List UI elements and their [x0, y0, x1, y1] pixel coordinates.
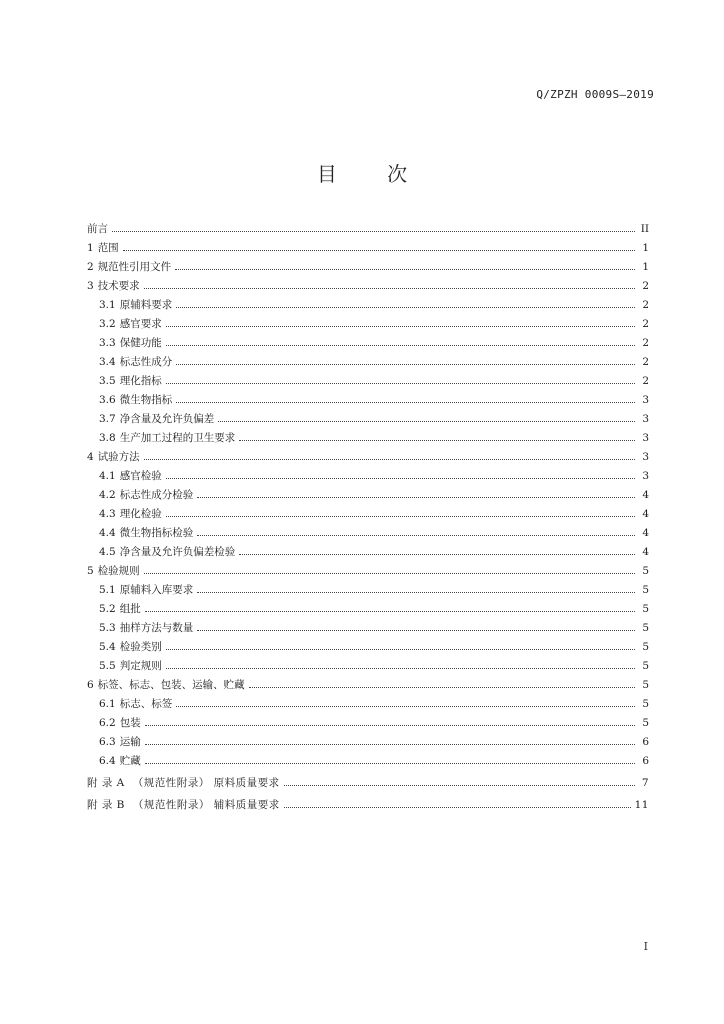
- standard-number: Q/ZPZH 0009S—2019: [536, 88, 654, 101]
- toc-title: 目 次: [316, 162, 430, 186]
- toc-entry-page: 6: [642, 755, 649, 767]
- toc-entry[interactable]: [87, 410, 649, 429]
- dot-leader: [218, 410, 635, 422]
- toc-entry-number: 6: [87, 679, 94, 691]
- toc-entry-label: 前言: [87, 223, 108, 235]
- toc-entry[interactable]: [87, 796, 649, 815]
- toc-entry[interactable]: [87, 562, 649, 581]
- dot-leader: [166, 334, 635, 346]
- dot-leader: [166, 505, 635, 517]
- toc-entry-page: 2: [642, 375, 649, 387]
- toc-entry-page: 5: [642, 660, 649, 672]
- toc-entry-page: 1: [642, 242, 649, 254]
- dot-leader: [112, 220, 635, 232]
- toc-entry-page: 5: [642, 698, 649, 710]
- toc-entry-page: 7: [641, 777, 649, 789]
- toc-entry-page: 1: [642, 261, 649, 273]
- toc-entry-number: 2: [87, 261, 94, 273]
- toc-entry[interactable]: [87, 676, 649, 695]
- toc-entry-number: 4: [87, 451, 94, 463]
- toc-entry-label: 包装: [119, 717, 141, 729]
- toc-entry-page: 2: [642, 356, 649, 368]
- dot-leader: [145, 600, 635, 612]
- toc-entry-number: 附 录 B: [87, 799, 125, 811]
- toc-entry-number: 4.5: [99, 546, 116, 558]
- toc-entry[interactable]: [87, 638, 649, 657]
- dot-leader: [239, 543, 635, 555]
- toc-entry[interactable]: [87, 774, 649, 793]
- toc-entry-label: 范围: [97, 242, 119, 254]
- toc-entry[interactable]: [87, 429, 649, 448]
- toc-entry[interactable]: [87, 505, 649, 524]
- toc-entry-number: 4.3: [99, 508, 116, 520]
- toc-entry[interactable]: [87, 543, 649, 562]
- dot-leader: [176, 353, 635, 365]
- dot-leader: [144, 277, 635, 289]
- toc-entry-label: 理化指标: [119, 375, 162, 387]
- toc-entry-page: 2: [642, 318, 649, 330]
- toc-entry[interactable]: [87, 277, 649, 296]
- dot-leader: [176, 695, 635, 707]
- dot-leader: [123, 239, 635, 251]
- dot-leader: [175, 258, 635, 270]
- toc-entry-label: 生产加工过程的卫生要求: [119, 432, 236, 444]
- toc-entry-number: 1: [87, 242, 94, 254]
- toc-entry[interactable]: [87, 524, 649, 543]
- toc-entry[interactable]: [87, 296, 649, 315]
- toc-entry-page: 2: [642, 299, 649, 311]
- toc-entry-page: 4: [642, 546, 649, 558]
- dot-leader: [284, 774, 635, 786]
- toc-entry-label: 判定规则: [119, 660, 162, 672]
- dot-leader: [197, 581, 635, 593]
- dot-leader: [144, 448, 635, 460]
- dot-leader: [249, 676, 635, 688]
- toc-entry[interactable]: [87, 353, 649, 372]
- toc-entry-label: 规范性引用文件: [97, 261, 172, 273]
- table-of-contents: [87, 220, 649, 815]
- toc-entry[interactable]: [87, 258, 649, 277]
- toc-entry-number: 4.2: [99, 489, 116, 501]
- toc-entry-number: 6.1: [99, 698, 116, 710]
- toc-entry-number: 3.4: [99, 356, 116, 368]
- toc-entry-label: 微生物指标: [119, 394, 173, 406]
- dot-leader: [166, 372, 635, 384]
- toc-entry-number: 3.5: [99, 375, 116, 387]
- toc-entry-number: 3.1: [99, 299, 116, 311]
- toc-entry-page: 4: [642, 508, 649, 520]
- toc-entry-page: 5: [642, 679, 649, 691]
- toc-entry-number: 5.4: [99, 641, 116, 653]
- page-number: I: [643, 940, 648, 953]
- toc-entry-page: 2: [642, 280, 649, 292]
- toc-entry-page: 5: [642, 603, 649, 615]
- toc-entry-page: II: [640, 223, 649, 235]
- dot-leader: [176, 391, 635, 403]
- toc-entry-page: 3: [642, 413, 649, 425]
- dot-leader: [144, 562, 635, 574]
- toc-entry-number: 3.6: [99, 394, 116, 406]
- toc-entry-page: 3: [642, 451, 649, 463]
- toc-entry-number: 3.7: [99, 413, 116, 425]
- toc-entry-number: 5.1: [99, 584, 116, 596]
- toc-entry-label: 技术要求: [97, 280, 140, 292]
- toc-entry-label: 净含量及允许负偏差: [119, 413, 215, 425]
- dot-leader: [197, 486, 635, 498]
- dot-leader: [197, 524, 635, 536]
- toc-entry-number: 6.2: [99, 717, 116, 729]
- dot-leader: [145, 733, 635, 745]
- toc-entry-number: 3.3: [99, 337, 116, 349]
- dot-leader: [166, 657, 635, 669]
- toc-entry-label: 感官要求: [119, 318, 162, 330]
- toc-entry-label: 净含量及允许负偏差检验: [119, 546, 236, 558]
- toc-entry-label: 检验规则: [97, 565, 140, 577]
- toc-entry-label: 检验类别: [119, 641, 162, 653]
- toc-entry[interactable]: [87, 695, 649, 714]
- toc-entry-page: 5: [642, 565, 649, 577]
- toc-entry-number: 3.2: [99, 318, 116, 330]
- toc-entry[interactable]: [87, 600, 649, 619]
- toc-entry[interactable]: [87, 619, 649, 638]
- toc-entry-number: 4.1: [99, 470, 116, 482]
- toc-entry-label: （规范性附录） 辅料质量要求: [132, 799, 280, 811]
- dot-leader: [239, 429, 635, 441]
- toc-entry-number: 5.2: [99, 603, 116, 615]
- toc-entry[interactable]: [87, 448, 649, 467]
- toc-entry[interactable]: [87, 714, 649, 733]
- toc-entry-label: 试验方法: [97, 451, 140, 463]
- toc-entry[interactable]: [87, 372, 649, 391]
- dot-leader: [284, 796, 631, 808]
- toc-entry-label: 贮藏: [119, 755, 141, 767]
- toc-entry-number: 5.5: [99, 660, 116, 672]
- toc-entry-label: （规范性附录） 原料质量要求: [132, 777, 280, 789]
- toc-entry[interactable]: [87, 486, 649, 505]
- dot-leader: [166, 638, 635, 650]
- toc-entry[interactable]: [87, 467, 649, 486]
- toc-entry[interactable]: [87, 239, 649, 258]
- toc-entry[interactable]: [87, 391, 649, 410]
- toc-entry-label: 感官检验: [119, 470, 162, 482]
- toc-entry-label: 原辅料入库要求: [119, 584, 194, 596]
- toc-entry-number: 3.8: [99, 432, 116, 444]
- dot-leader: [166, 315, 635, 327]
- toc-entry-page: 4: [642, 527, 649, 539]
- toc-entry[interactable]: [87, 752, 649, 771]
- toc-entry-page: 5: [642, 641, 649, 653]
- toc-entry-label: 标签、标志、包装、运输、贮藏: [97, 679, 245, 691]
- dot-leader: [145, 752, 635, 764]
- toc-entry[interactable]: [87, 657, 649, 676]
- toc-entry[interactable]: [87, 581, 649, 600]
- toc-entry-page: 5: [642, 622, 649, 634]
- toc-entry-label: 标志性成分: [119, 356, 173, 368]
- toc-entry-page: 3: [642, 394, 649, 406]
- toc-entry-label: 原辅料要求: [119, 299, 173, 311]
- toc-entry-label: 组批: [119, 603, 141, 615]
- toc-entry-page: 3: [642, 470, 649, 482]
- toc-entry-number: 3: [87, 280, 94, 292]
- toc-entry-label: 微生物指标检验: [119, 527, 194, 539]
- toc-entry-number: 附 录 A: [87, 777, 125, 789]
- dot-leader: [166, 467, 635, 479]
- toc-entry-label: 标志性成分检验: [119, 489, 194, 501]
- toc-entry-page: 6: [642, 736, 649, 748]
- toc-entry-number: 5.3: [99, 622, 116, 634]
- toc-entry-page: 5: [642, 584, 649, 596]
- toc-entry-label: 抽样方法与数量: [119, 622, 194, 634]
- toc-entry[interactable]: [87, 220, 649, 239]
- toc-entry-page: 4: [642, 489, 649, 501]
- toc-entry-page: 2: [642, 337, 649, 349]
- toc-entry-number: 4.4: [99, 527, 116, 539]
- toc-entry-page: 11: [634, 799, 649, 811]
- toc-entry-page: 5: [642, 717, 649, 729]
- toc-entry-number: 5: [87, 565, 94, 577]
- toc-entry[interactable]: [87, 315, 649, 334]
- toc-entry-label: 理化检验: [119, 508, 162, 520]
- toc-entry-page: 3: [642, 432, 649, 444]
- dot-leader: [145, 714, 635, 726]
- toc-entry[interactable]: [87, 733, 649, 752]
- toc-entry-label: 保健功能: [119, 337, 162, 349]
- toc-entry-number: 6.4: [99, 755, 116, 767]
- dot-leader: [197, 619, 635, 631]
- toc-entry[interactable]: [87, 334, 649, 353]
- toc-entry-label: 标志、标签: [119, 698, 173, 710]
- dot-leader: [176, 296, 635, 308]
- toc-entry-number: 6.3: [99, 736, 116, 748]
- toc-entry-label: 运输: [119, 736, 141, 748]
